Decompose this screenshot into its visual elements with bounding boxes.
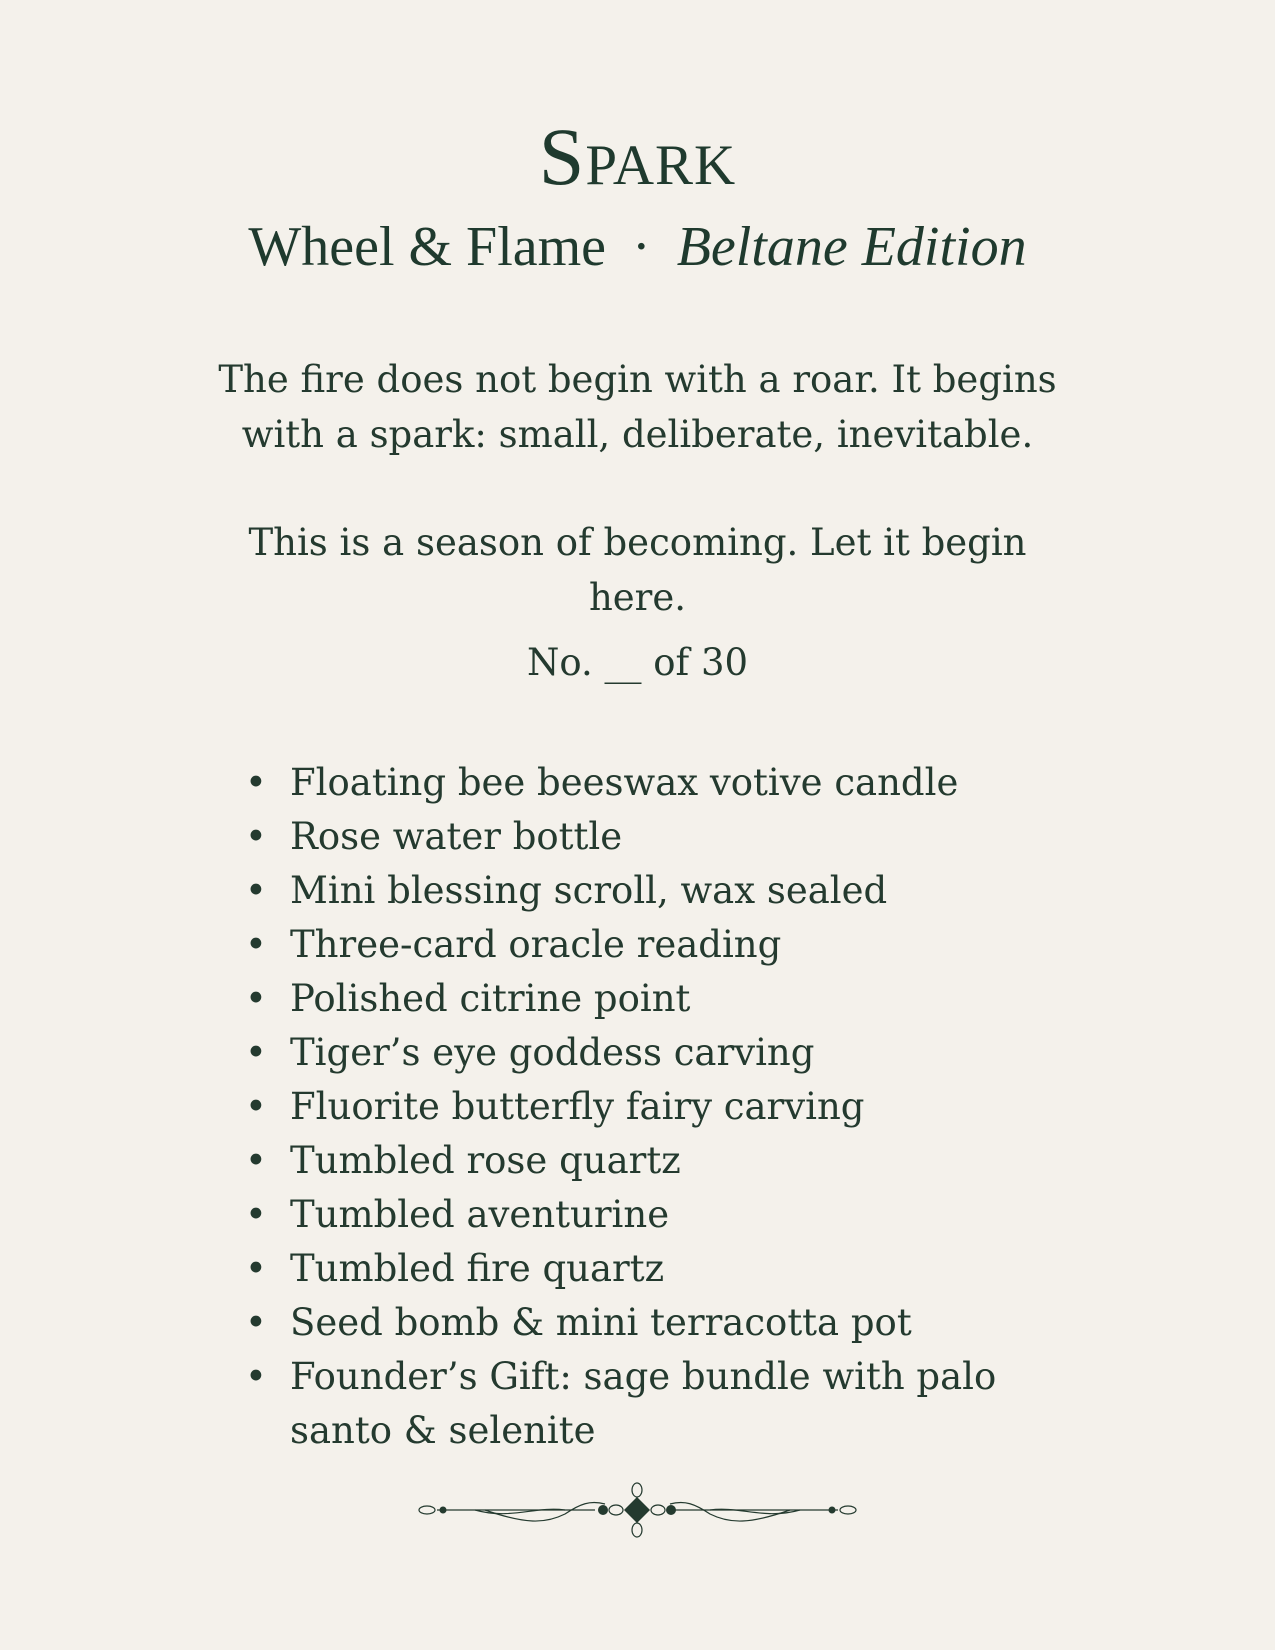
list-item <box>245 918 1005 972</box>
bullet: • <box>245 923 267 966</box>
page-title: Spark <box>538 111 737 202</box>
list-item-text: Rose water bottle <box>290 815 623 858</box>
list-item-text: Founder’s Gift: sage bundle with palo santo & selenite <box>290 1355 997 1452</box>
bullet: • <box>245 1193 267 1236</box>
contents-list <box>245 756 1005 1458</box>
list-item-text: Polished citrine point <box>290 977 691 1020</box>
list-item-text: Tumbled aventurine <box>290 1193 670 1236</box>
list-item-text: Seed bomb & mini terracotta pot <box>290 1301 912 1344</box>
list-item <box>245 1350 1005 1458</box>
bullet: • <box>245 1247 267 1290</box>
list-item-text: Mini blessing scroll, wax sealed <box>290 869 888 912</box>
edition-name: Beltane Edition <box>676 216 1027 278</box>
intro-paragraph-2: This is a season of becoming. Let it begin here. <box>248 521 1027 619</box>
subtitle <box>0 215 1275 279</box>
list-item <box>245 864 1005 918</box>
flourish-divider-icon <box>415 1480 860 1540</box>
list-item <box>245 1188 1005 1242</box>
subtitle-main: Wheel & Flame <box>248 216 607 278</box>
bullet: • <box>245 761 267 804</box>
edition-number: No. __ of 30 <box>526 641 749 684</box>
bullet: • <box>245 1301 267 1344</box>
list-item <box>245 1296 1005 1350</box>
intro-text <box>200 352 1075 625</box>
list-item <box>245 1026 1005 1080</box>
list-item-text: Fluorite butterfly fairy carving <box>290 1085 865 1128</box>
list-item-text: Tumbled fire quartz <box>290 1247 665 1290</box>
list-item <box>245 810 1005 864</box>
bullet: • <box>245 869 267 912</box>
list-item <box>245 1134 1005 1188</box>
intro-paragraph-1: The fire does not begin with a roar. It begins with a spark: small, deliberate, inevitable. <box>218 358 1057 456</box>
bullet: • <box>245 1085 267 1128</box>
bullet: • <box>245 815 267 858</box>
list-item <box>245 756 1005 810</box>
bullet: • <box>245 977 267 1020</box>
bullet: • <box>245 1139 267 1182</box>
list-item <box>245 1242 1005 1296</box>
subtitle-separator: · <box>632 216 651 278</box>
bullet: • <box>245 1355 267 1398</box>
list-item <box>245 1080 1005 1134</box>
list-item-text: Tiger’s eye goddess carving <box>290 1031 815 1074</box>
list-item-text: Three-card oracle reading <box>290 923 782 966</box>
list-item-text: Floating bee beeswax votive candle <box>290 761 959 804</box>
list-item-text: Tumbled rose quartz <box>290 1139 681 1182</box>
bullet: • <box>245 1031 267 1074</box>
list-item <box>245 972 1005 1026</box>
